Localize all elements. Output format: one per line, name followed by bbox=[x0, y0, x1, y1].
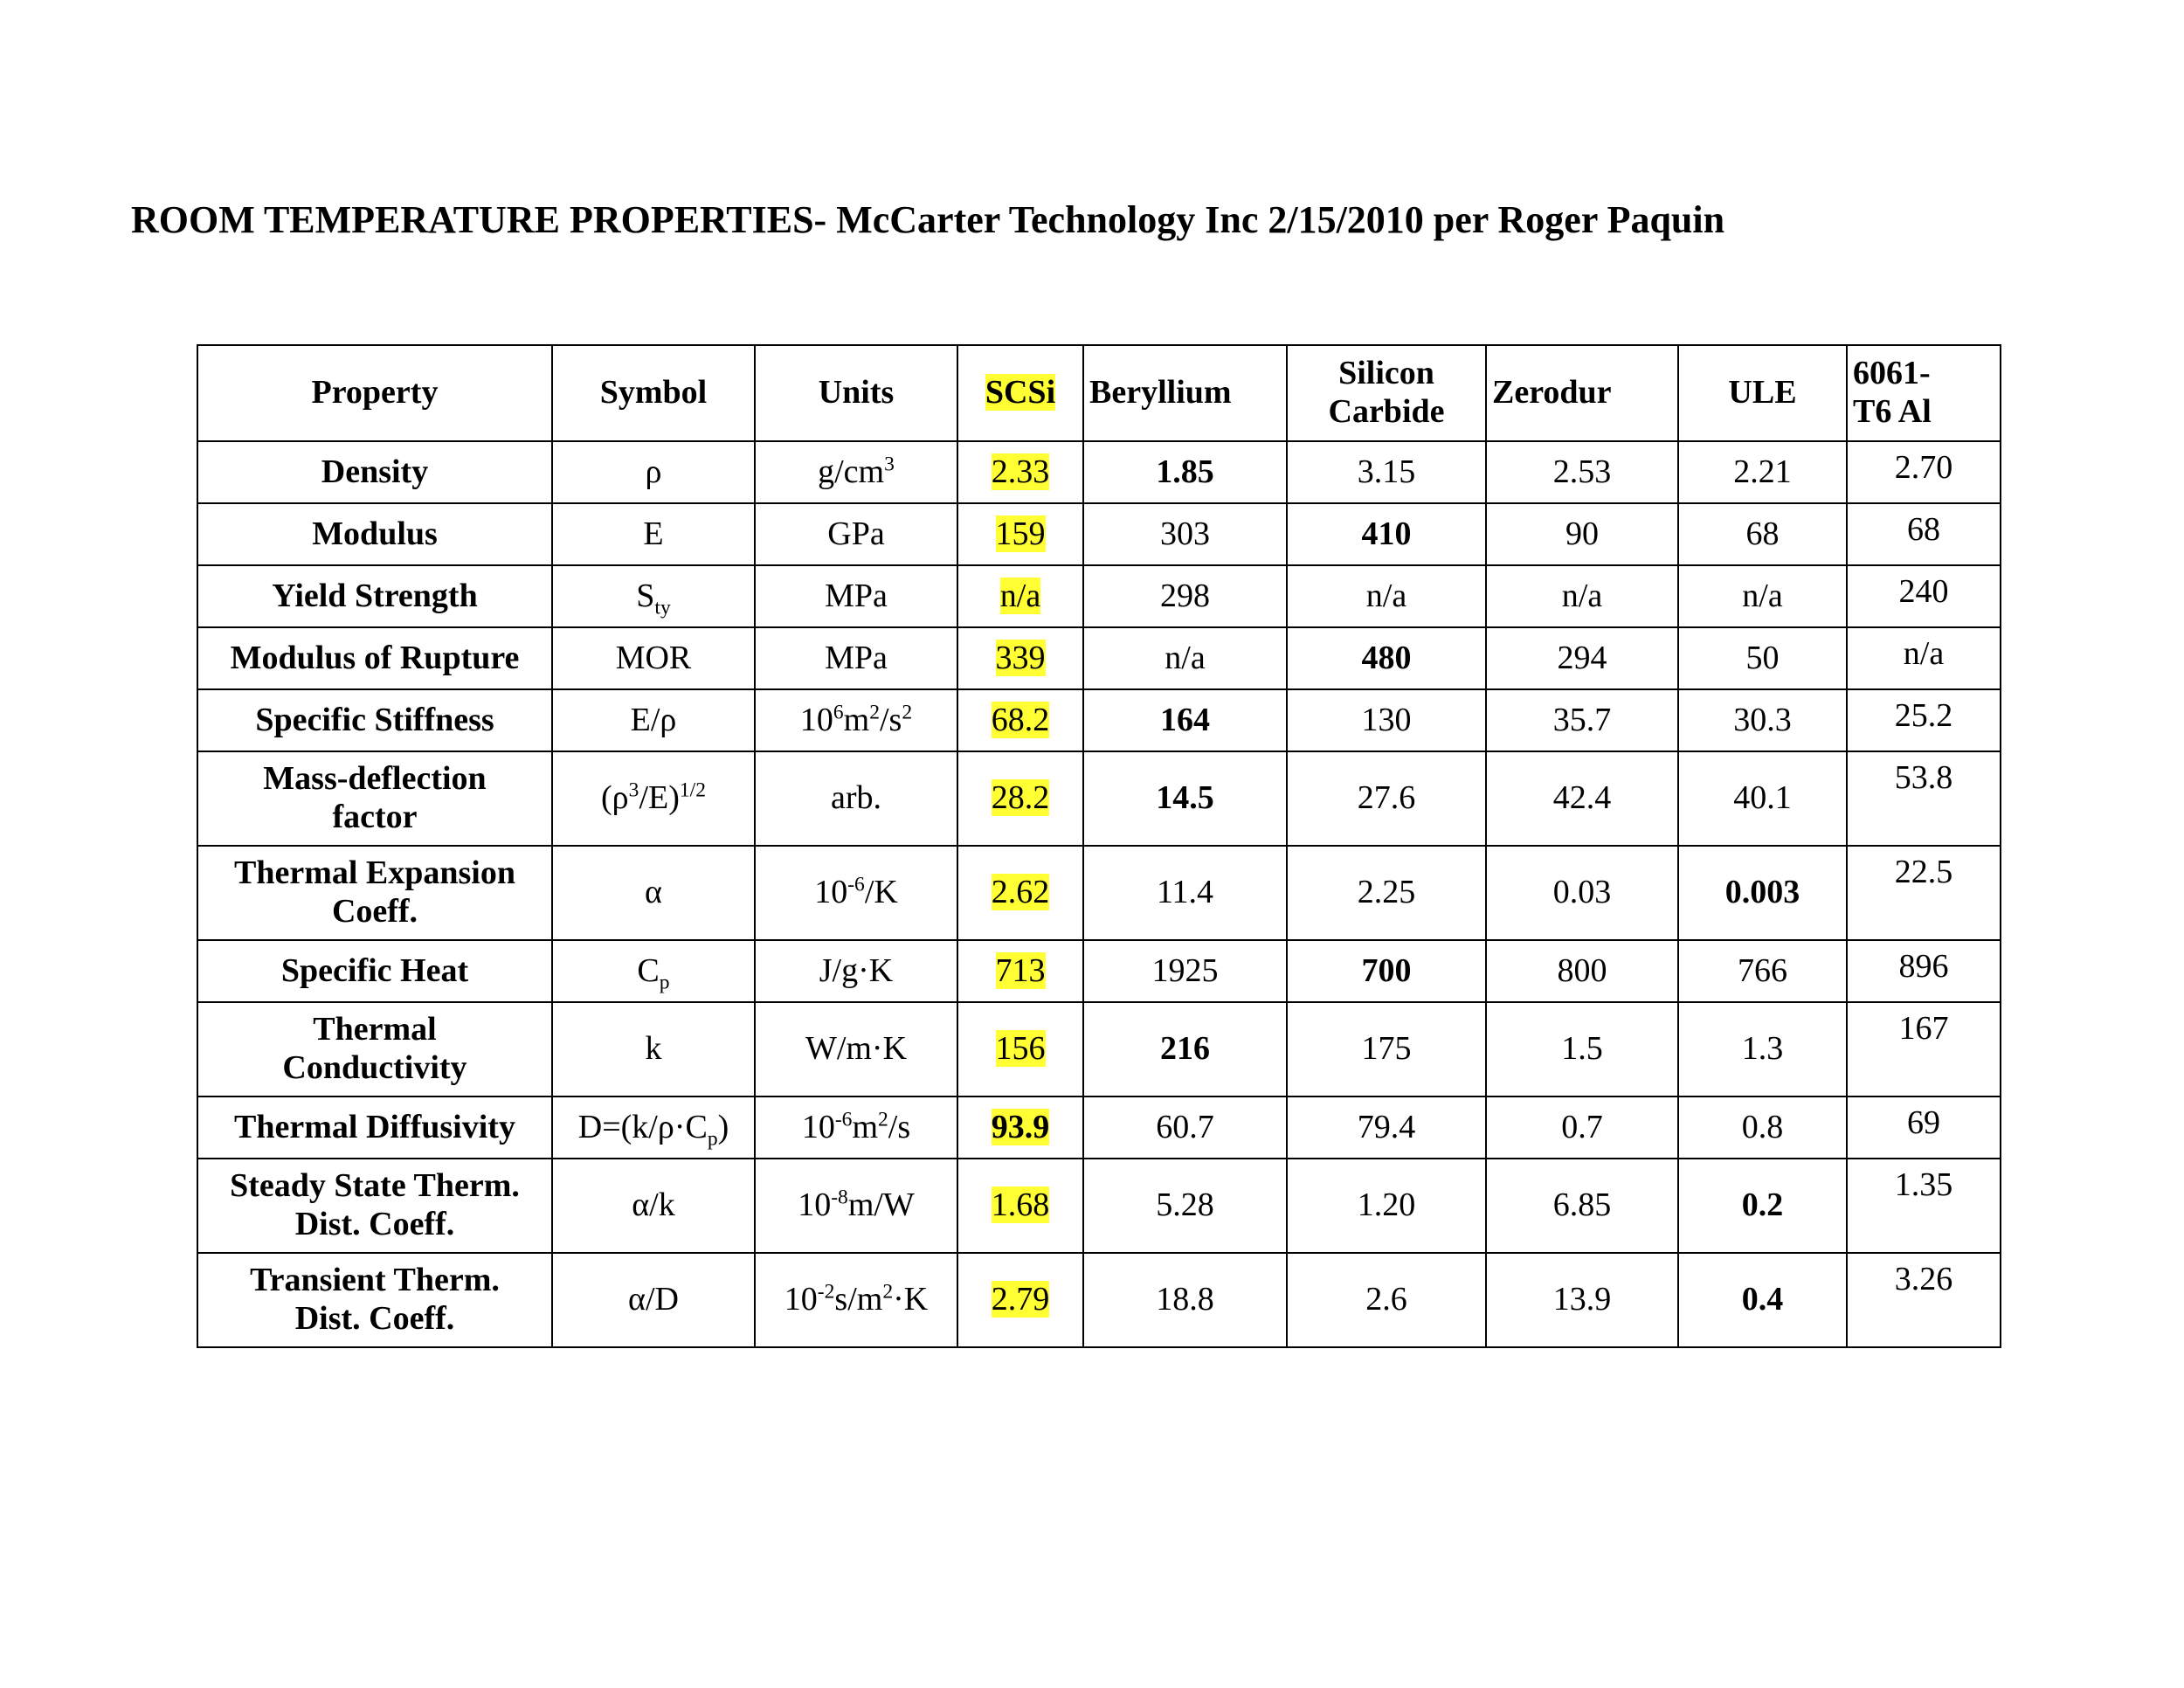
value-silicon-carbide bbox=[1287, 441, 1486, 503]
value-text: 93.9 bbox=[991, 1108, 1050, 1145]
value-silicon-carbide bbox=[1287, 751, 1486, 846]
value-text: 28.2 bbox=[991, 779, 1050, 817]
value-text: 339 bbox=[995, 639, 1046, 676]
units-cell-sup2: 2 bbox=[869, 701, 880, 723]
header-6061-t6-al bbox=[1847, 345, 2001, 441]
units-cell bbox=[755, 503, 957, 565]
value-beryllium bbox=[1083, 1002, 1287, 1097]
value-text: 2.25 bbox=[1357, 874, 1416, 911]
value-text: 69 bbox=[1907, 1104, 1940, 1141]
value-scsi bbox=[957, 940, 1083, 1002]
value-beryllium bbox=[1083, 1253, 1287, 1347]
property-label: Modulus bbox=[312, 515, 438, 552]
value-zerodur bbox=[1486, 565, 1678, 627]
value-text: 68.2 bbox=[991, 701, 1050, 738]
value-text: 1.68 bbox=[991, 1186, 1050, 1224]
header-al-line2: T6 Al bbox=[1853, 393, 1932, 430]
value-ule bbox=[1678, 503, 1847, 565]
value-text: n/a bbox=[1365, 577, 1407, 614]
symbol-cell-main: C bbox=[637, 951, 660, 989]
units-cell bbox=[755, 1253, 957, 1347]
value-silicon-carbide bbox=[1287, 689, 1486, 751]
value-6061-t6-al bbox=[1847, 751, 2001, 846]
table-row bbox=[197, 751, 2001, 846]
units-cell-pre: W/m·K bbox=[805, 1030, 908, 1068]
symbol-cell-sup: 3 bbox=[628, 778, 639, 802]
value-ule bbox=[1678, 1002, 1847, 1097]
table-row bbox=[197, 689, 2001, 751]
table-row bbox=[197, 627, 2001, 689]
symbol-cell-main: α/k bbox=[632, 1186, 675, 1224]
units-cell-pre: 10 bbox=[814, 874, 848, 911]
value-ule bbox=[1678, 940, 1847, 1002]
value-text: 50 bbox=[1745, 639, 1780, 676]
value-zerodur bbox=[1486, 441, 1678, 503]
value-scsi bbox=[957, 1253, 1083, 1347]
symbol-cell-main: k bbox=[645, 1030, 662, 1068]
property-label: Specific Heat bbox=[280, 951, 469, 989]
value-scsi bbox=[957, 846, 1083, 940]
value-beryllium bbox=[1083, 565, 1287, 627]
symbol-cell bbox=[552, 940, 755, 1002]
value-beryllium bbox=[1083, 846, 1287, 940]
symbol-cell bbox=[552, 689, 755, 751]
value-text: 1.85 bbox=[1156, 453, 1214, 490]
value-silicon-carbide bbox=[1287, 846, 1486, 940]
symbol-cell-sub: p bbox=[707, 1127, 718, 1151]
value-beryllium bbox=[1083, 1159, 1287, 1253]
property-label: Thermal bbox=[313, 1011, 437, 1048]
properties-table bbox=[197, 344, 2001, 1348]
value-text: 2.79 bbox=[991, 1281, 1050, 1318]
value-text: 6.85 bbox=[1552, 1186, 1612, 1224]
property-cell bbox=[197, 689, 552, 751]
value-6061-t6-al bbox=[1847, 1002, 2001, 1097]
header-al-line1: 6061- bbox=[1853, 355, 1931, 392]
value-scsi bbox=[957, 751, 1083, 846]
property-label: Mass-deflection bbox=[263, 760, 487, 798]
value-6061-t6-al bbox=[1847, 689, 2001, 751]
units-cell-pre: 10 bbox=[798, 1186, 832, 1224]
header-sic-line2: Carbide bbox=[1328, 393, 1445, 430]
value-zerodur bbox=[1486, 940, 1678, 1002]
symbol-cell bbox=[552, 751, 755, 846]
value-text: 27.6 bbox=[1357, 779, 1416, 817]
units-cell-sup2: 2 bbox=[882, 1280, 894, 1304]
value-text: 60.7 bbox=[1156, 1108, 1214, 1145]
value-text: 3.15 bbox=[1357, 453, 1416, 490]
value-text: 700 bbox=[1361, 951, 1412, 989]
value-text: 156 bbox=[995, 1030, 1046, 1068]
value-ule bbox=[1678, 627, 1847, 689]
value-text: 216 bbox=[1160, 1030, 1210, 1068]
units-cell-sup: -8 bbox=[831, 1186, 848, 1209]
value-ule bbox=[1678, 1159, 1847, 1253]
units-cell bbox=[755, 689, 957, 751]
symbol-cell-main: E/ρ bbox=[630, 701, 677, 738]
property-label: Dist. Coeff. bbox=[294, 1300, 455, 1337]
value-zerodur bbox=[1486, 751, 1678, 846]
value-beryllium bbox=[1083, 503, 1287, 565]
property-label: Thermal Diffusivity bbox=[234, 1108, 515, 1145]
symbol-cell-main: α bbox=[645, 874, 662, 911]
symbol-cell bbox=[552, 441, 755, 503]
value-ule bbox=[1678, 751, 1847, 846]
value-beryllium bbox=[1083, 751, 1287, 846]
table-row bbox=[197, 503, 2001, 565]
units-cell-sup: 6 bbox=[833, 701, 844, 723]
value-text: 2.62 bbox=[991, 874, 1050, 911]
value-zerodur bbox=[1486, 846, 1678, 940]
value-text: 0.4 bbox=[1741, 1281, 1784, 1318]
header-scsi-label: SCSi bbox=[985, 374, 1056, 412]
units-cell-post: /s bbox=[888, 1108, 911, 1145]
value-text: 1.20 bbox=[1357, 1186, 1416, 1224]
value-scsi bbox=[957, 689, 1083, 751]
value-text: 164 bbox=[1160, 701, 1210, 738]
value-text: 5.28 bbox=[1156, 1186, 1214, 1224]
value-text: 0.03 bbox=[1552, 874, 1612, 911]
value-text: n/a bbox=[1742, 577, 1783, 614]
property-cell bbox=[197, 503, 552, 565]
value-text: 167 bbox=[1898, 1010, 1949, 1047]
value-text: 1.35 bbox=[1894, 1166, 1953, 1203]
value-6061-t6-al bbox=[1847, 565, 2001, 627]
value-text: 11.4 bbox=[1156, 874, 1214, 911]
value-text: 35.7 bbox=[1552, 701, 1612, 738]
value-text: 68 bbox=[1745, 515, 1780, 552]
header-row bbox=[197, 345, 2001, 441]
value-6061-t6-al bbox=[1847, 1253, 2001, 1347]
value-silicon-carbide bbox=[1287, 1097, 1486, 1159]
value-text: n/a bbox=[1561, 577, 1603, 614]
value-zerodur bbox=[1486, 689, 1678, 751]
value-text: 0.003 bbox=[1724, 874, 1800, 911]
table-row bbox=[197, 1097, 2001, 1159]
value-6061-t6-al bbox=[1847, 627, 2001, 689]
symbol-cell bbox=[552, 1253, 755, 1347]
property-cell bbox=[197, 1002, 552, 1097]
symbol-cell-main: S bbox=[636, 577, 655, 614]
value-zerodur bbox=[1486, 627, 1678, 689]
symbol-cell-main: D=(k/ρ·C bbox=[577, 1108, 708, 1145]
value-zerodur bbox=[1486, 1159, 1678, 1253]
units-cell-mid: m bbox=[852, 1108, 879, 1145]
value-scsi bbox=[957, 503, 1083, 565]
value-beryllium bbox=[1083, 627, 1287, 689]
symbol-cell bbox=[552, 503, 755, 565]
units-cell bbox=[755, 627, 957, 689]
value-text: 2.21 bbox=[1733, 453, 1792, 490]
units-cell-mid: /K bbox=[864, 874, 898, 911]
value-text: 294 bbox=[1557, 639, 1607, 676]
table-body bbox=[197, 441, 2001, 1347]
value-text: 3.26 bbox=[1894, 1261, 1953, 1297]
property-label: Thermal Expansion bbox=[233, 854, 516, 892]
value-silicon-carbide bbox=[1287, 940, 1486, 1002]
value-ule bbox=[1678, 846, 1847, 940]
units-cell-pre: J/g·K bbox=[819, 951, 894, 989]
value-text: 240 bbox=[1898, 573, 1949, 610]
symbol-cell bbox=[552, 1097, 755, 1159]
units-cell-pre: MPa bbox=[825, 639, 888, 676]
value-text: 480 bbox=[1361, 639, 1412, 676]
value-6061-t6-al bbox=[1847, 441, 2001, 503]
value-text: 68 bbox=[1907, 511, 1940, 548]
units-cell bbox=[755, 441, 957, 503]
property-cell bbox=[197, 1097, 552, 1159]
property-cell bbox=[197, 846, 552, 940]
header-zerodur: Zerodur bbox=[1486, 345, 1678, 441]
property-label: Yield Strength bbox=[272, 577, 478, 614]
value-text: n/a bbox=[1165, 639, 1206, 676]
symbol-cell-main: ρ bbox=[645, 453, 662, 490]
header-units: Units bbox=[755, 345, 957, 441]
value-text: 2.53 bbox=[1552, 453, 1612, 490]
value-silicon-carbide bbox=[1287, 503, 1486, 565]
value-text: 800 bbox=[1557, 951, 1607, 989]
symbol-cell-main: MOR bbox=[615, 639, 692, 676]
value-beryllium bbox=[1083, 940, 1287, 1002]
units-cell-sup3: 2 bbox=[902, 701, 913, 723]
units-cell-sup: -6 bbox=[847, 873, 865, 896]
value-zerodur bbox=[1486, 503, 1678, 565]
value-text: 90 bbox=[1565, 515, 1599, 552]
value-scsi bbox=[957, 1002, 1083, 1097]
units-cell-sup: 3 bbox=[884, 453, 895, 475]
property-cell bbox=[197, 1159, 552, 1253]
units-cell-pre: arb. bbox=[830, 779, 882, 817]
value-beryllium bbox=[1083, 441, 1287, 503]
value-zerodur bbox=[1486, 1097, 1678, 1159]
property-cell bbox=[197, 441, 552, 503]
units-cell-sup: -6 bbox=[834, 1108, 853, 1131]
value-text: 713 bbox=[995, 951, 1046, 989]
header-property: Property bbox=[197, 345, 552, 441]
value-6061-t6-al bbox=[1847, 503, 2001, 565]
units-cell bbox=[755, 1002, 957, 1097]
page-title: ROOM TEMPERATURE PROPERTIES- McCarter Technology Inc 2/15/2010 per Roger Paquin bbox=[131, 198, 1725, 241]
property-label: Modulus of Rupture bbox=[230, 639, 520, 676]
value-text: 0.7 bbox=[1561, 1108, 1603, 1145]
property-label: factor bbox=[332, 799, 418, 835]
symbol-cell bbox=[552, 627, 755, 689]
value-text: 18.8 bbox=[1156, 1281, 1214, 1318]
value-text: 0.2 bbox=[1741, 1186, 1784, 1224]
property-cell bbox=[197, 565, 552, 627]
value-text: 79.4 bbox=[1357, 1108, 1416, 1145]
units-cell-post: ·K bbox=[893, 1281, 929, 1318]
table-row bbox=[197, 846, 2001, 940]
value-silicon-carbide bbox=[1287, 1002, 1486, 1097]
value-silicon-carbide bbox=[1287, 1253, 1486, 1347]
units-cell bbox=[755, 751, 957, 846]
value-ule bbox=[1678, 565, 1847, 627]
units-cell bbox=[755, 1159, 957, 1253]
symbol-cell-sub: ty bbox=[654, 596, 671, 619]
property-label: Conductivity bbox=[282, 1049, 467, 1086]
symbol-cell bbox=[552, 1159, 755, 1253]
property-cell bbox=[197, 1253, 552, 1347]
table-row bbox=[197, 1002, 2001, 1097]
value-text: 410 bbox=[1361, 515, 1412, 552]
value-scsi bbox=[957, 627, 1083, 689]
value-text: n/a bbox=[1903, 635, 1945, 672]
units-cell bbox=[755, 565, 957, 627]
property-label: Steady State Therm. bbox=[230, 1167, 520, 1205]
value-text: 130 bbox=[1361, 701, 1412, 738]
property-label: Coeff. bbox=[331, 893, 418, 930]
units-cell bbox=[755, 846, 957, 940]
units-cell-pre: 10 bbox=[801, 1108, 835, 1145]
value-text: 766 bbox=[1738, 951, 1787, 989]
value-ule bbox=[1678, 441, 1847, 503]
value-6061-t6-al bbox=[1847, 1097, 2001, 1159]
units-cell-pre: g/cm bbox=[818, 453, 885, 490]
value-zerodur bbox=[1486, 1253, 1678, 1347]
value-zerodur bbox=[1486, 1002, 1678, 1097]
value-beryllium bbox=[1083, 689, 1287, 751]
value-text: n/a bbox=[999, 577, 1041, 614]
value-beryllium bbox=[1083, 1097, 1287, 1159]
units-cell-sup2: 2 bbox=[878, 1108, 888, 1131]
table-row bbox=[197, 565, 2001, 627]
value-text: 175 bbox=[1361, 1030, 1412, 1068]
value-ule bbox=[1678, 1253, 1847, 1347]
value-text: 1925 bbox=[1151, 951, 1219, 989]
value-text: 2.33 bbox=[991, 453, 1050, 490]
units-cell-mid: m/W bbox=[847, 1186, 915, 1224]
symbol-cell-main: E bbox=[643, 515, 664, 552]
symbol-cell-sup2: 1/2 bbox=[679, 778, 706, 802]
header-silicon-carbide bbox=[1287, 345, 1486, 441]
value-text: 1.3 bbox=[1741, 1030, 1784, 1068]
units-cell-mid: s/m bbox=[834, 1281, 883, 1318]
property-cell bbox=[197, 751, 552, 846]
table-row bbox=[197, 1159, 2001, 1253]
property-cell bbox=[197, 627, 552, 689]
units-cell-mid: m bbox=[843, 701, 870, 738]
value-ule bbox=[1678, 1097, 1847, 1159]
units-cell bbox=[755, 1097, 957, 1159]
table-row bbox=[197, 441, 2001, 503]
symbol-cell-main: α/D bbox=[628, 1281, 679, 1318]
header-beryllium: Beryllium bbox=[1083, 345, 1287, 441]
value-text: 0.8 bbox=[1741, 1108, 1784, 1145]
units-cell-pre: MPa bbox=[825, 577, 888, 614]
property-label: Specific Stiffness bbox=[255, 701, 494, 738]
property-cell bbox=[197, 940, 552, 1002]
symbol-cell-main: (ρ bbox=[601, 779, 629, 817]
symbol-cell bbox=[552, 565, 755, 627]
value-text: 2.6 bbox=[1365, 1281, 1407, 1318]
value-text: 896 bbox=[1898, 948, 1949, 985]
units-cell bbox=[755, 940, 957, 1002]
value-silicon-carbide bbox=[1287, 1159, 1486, 1253]
value-scsi bbox=[957, 1097, 1083, 1159]
table-row bbox=[197, 1253, 2001, 1347]
value-text: 40.1 bbox=[1733, 779, 1792, 817]
header-scsi bbox=[957, 345, 1083, 441]
value-ule bbox=[1678, 689, 1847, 751]
units-cell-sup: -2 bbox=[817, 1280, 835, 1304]
symbol-cell-mid: /E) bbox=[639, 779, 680, 817]
value-6061-t6-al bbox=[1847, 940, 2001, 1002]
header-ule: ULE bbox=[1678, 345, 1847, 441]
value-text: 42.4 bbox=[1552, 779, 1612, 817]
value-text: 53.8 bbox=[1894, 759, 1953, 796]
value-text: 2.70 bbox=[1894, 449, 1953, 486]
symbol-cell-post: ) bbox=[717, 1108, 729, 1145]
symbol-cell bbox=[552, 1002, 755, 1097]
value-text: 13.9 bbox=[1552, 1281, 1612, 1318]
value-text: 30.3 bbox=[1733, 701, 1792, 738]
value-silicon-carbide bbox=[1287, 627, 1486, 689]
table-row bbox=[197, 940, 2001, 1002]
value-text: 303 bbox=[1160, 515, 1210, 552]
property-label: Density bbox=[321, 453, 429, 490]
symbol-cell bbox=[552, 846, 755, 940]
units-cell-pre: 10 bbox=[799, 701, 833, 738]
value-text: 159 bbox=[995, 515, 1046, 552]
property-label: Dist. Coeff. bbox=[294, 1206, 455, 1242]
header-symbol: Symbol bbox=[552, 345, 755, 441]
value-6061-t6-al bbox=[1847, 846, 2001, 940]
value-text: 298 bbox=[1160, 577, 1210, 614]
units-cell-post: /s bbox=[879, 701, 902, 738]
value-text: 14.5 bbox=[1156, 779, 1214, 817]
property-label: Transient Therm. bbox=[250, 1262, 500, 1299]
header-sic-line1: Silicon bbox=[1338, 355, 1434, 392]
units-cell-pre: GPa bbox=[827, 515, 885, 552]
value-scsi bbox=[957, 1159, 1083, 1253]
value-scsi bbox=[957, 565, 1083, 627]
value-scsi bbox=[957, 441, 1083, 503]
value-silicon-carbide bbox=[1287, 565, 1486, 627]
symbol-cell-sub: p bbox=[659, 971, 670, 994]
value-text: 25.2 bbox=[1894, 697, 1953, 734]
value-6061-t6-al bbox=[1847, 1159, 2001, 1253]
units-cell-pre: 10 bbox=[784, 1281, 818, 1318]
value-text: 22.5 bbox=[1894, 854, 1953, 890]
value-text: 1.5 bbox=[1561, 1030, 1603, 1068]
